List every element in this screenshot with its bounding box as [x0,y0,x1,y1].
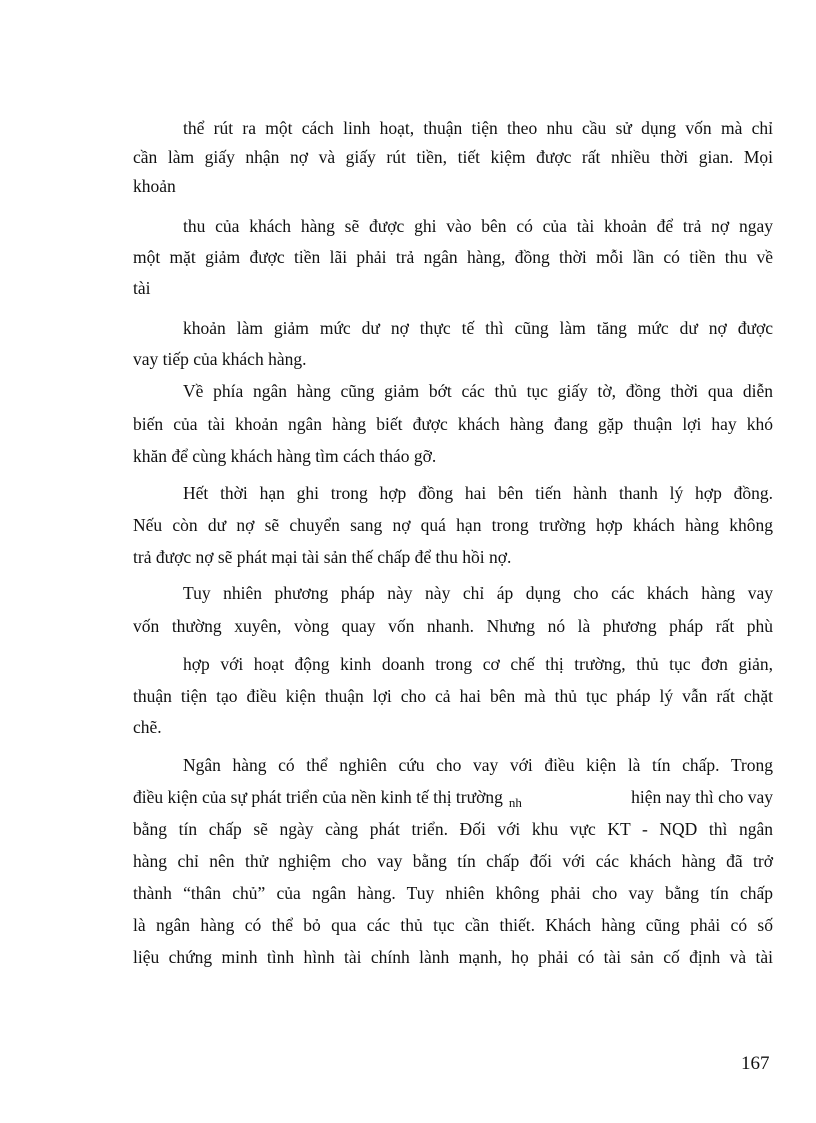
subscript-note: nh [508,795,522,810]
text-line: biến của tài khoản ngân hàng biết được khách hàng đang gặp thuận lợi hay khó [133,414,773,434]
text-line: hợp với hoạt động kinh doanh trong cơ chế thị trường, thủ tục đơn giản, [183,654,773,674]
text-line: Ngân hàng có thể nghiên cứu cho vay với điều kiện là tín chấp. Trong [183,755,773,775]
text-line: trả được nợ sẽ phát mại tài sản thế chấp để thu hồi nợ. [133,547,512,567]
text-line: liệu chứng minh tình hình tài chính lành mạnh, họ phải có tài sản cố định và tài [133,947,773,967]
text-line: vay tiếp của khách hàng. [133,349,307,369]
text-line: Về phía ngân hàng cũng giảm bớt các thủ tục giấy tờ, đồng thời qua diễn [183,381,773,401]
text-line: bằng tín chấp sẽ ngày càng phát triển. Đối với khu vực KT - NQD thì ngân [133,819,773,839]
text-line: thể rút ra một cách linh hoạt, thuận tiện theo nhu cầu sử dụng vốn mà chỉ [183,118,773,138]
text-line-with-note [133,785,773,811]
text-line: thuận tiện tạo điều kiện thuận lợi cho cả hai bên mà thủ tục pháp lý vẫn rất chặt [133,686,773,706]
text-line: khăn để cùng khách hàng tìm cách tháo gỡ. [133,446,437,466]
text-fragment: hiện nay thì cho vay [631,787,773,807]
text-line: khoản [133,176,176,196]
text-line: thu của khách hàng sẽ được ghi vào bên có của tài khoản để trả nợ ngay [183,216,773,236]
text-line: Tuy nhiên phương pháp này này chỉ áp dụng cho các khách hàng vay [183,583,773,603]
text-line: Hết thời hạn ghi trong hợp đồng hai bên tiến hành thanh lý hợp đồng. [183,483,773,503]
text-fragment: điều kiện của sự phát triển của nền kinh tế thị trường [133,787,503,807]
text-line: vốn thường xuyên, vòng quay vốn nhanh. Nhưng nó là phương pháp rất phù [133,616,773,636]
text-line: cần làm giấy nhận nợ và giấy rút tiền, tiết kiệm được rất nhiều thời gian. Mọi [133,147,773,167]
text-line: chẽ. [133,717,162,737]
text-line: tài [133,278,151,298]
page-number: 167 [741,1053,770,1074]
text-line: là ngân hàng có thể bỏ qua các thủ tục cần thiết. Khách hàng cũng phải có số [133,915,773,935]
text-line: thành “thân chủ” của ngân hàng. Tuy nhiên không phải cho vay bằng tín chấp [133,883,773,903]
text-line: khoản làm giảm mức dư nợ thực tế thì cũng làm tăng mức dư nợ được [183,318,773,338]
text-line: Nếu còn dư nợ sẽ chuyển sang nợ quá hạn trong trường hợp khách hàng không [133,515,773,535]
text-line: một mặt giảm được tiền lãi phải trả ngân hàng, đồng thời mỗi lần có tiền thu về [133,247,773,267]
text-line: hàng chỉ nên thử nghiệm cho vay bằng tín chấp đối với các khách hàng đã trở [133,851,773,871]
